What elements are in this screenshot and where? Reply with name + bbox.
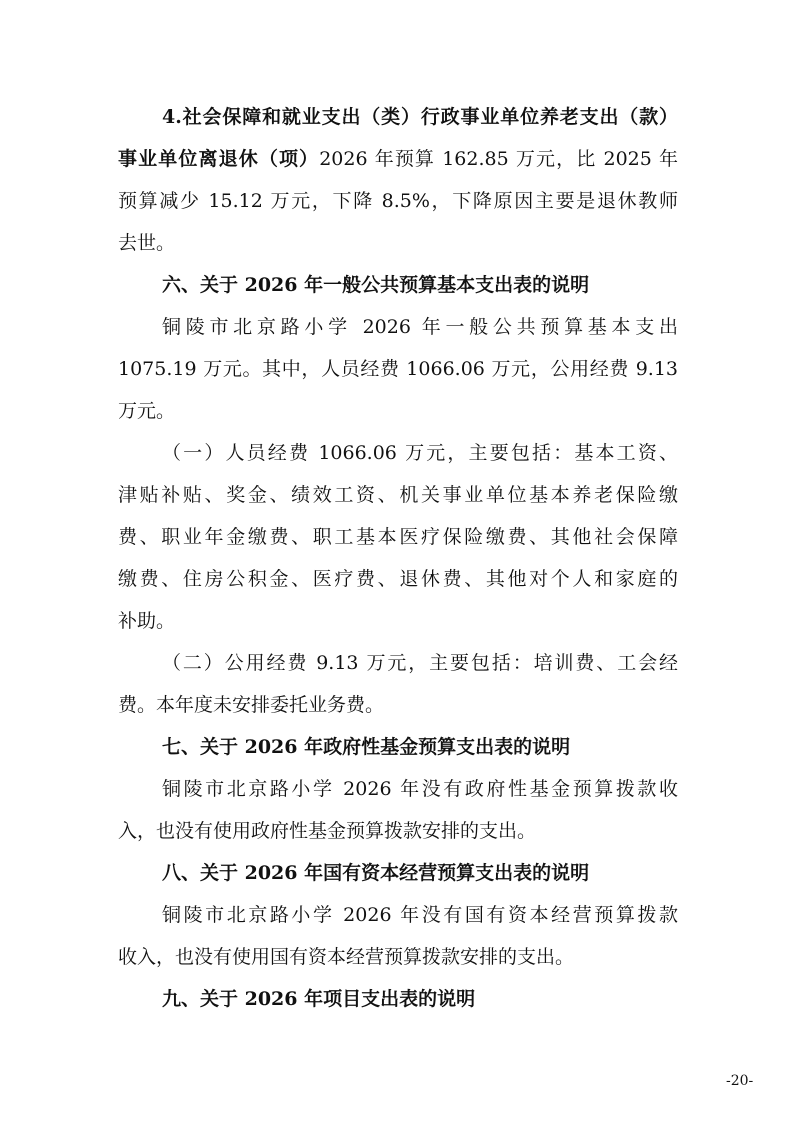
section-9-heading: 九、关于 2026 年项目支出表的说明 <box>162 988 476 1010</box>
personnel-expenses-line: 津贴补贴、奖金、绩效工资、机关事业单位基本养老保险缴 <box>118 484 678 506</box>
public-expenses-line: （二）公用经费 9.13 万元，主要包括：培训费、工会经 <box>162 652 678 674</box>
personnel-expenses-line: 缴费、住房公积金、医疗费、退休费、其他对个人和家庭的 <box>118 568 678 590</box>
personnel-expenses-line: 补助。 <box>118 610 176 632</box>
public-expenses-line: 费。本年度未安排委托业务费。 <box>118 694 385 716</box>
personnel-expenses-line: 费、职业年金缴费、职工基本医疗保险缴费、其他社会保障 <box>118 526 678 548</box>
section-4-body-line: 预算减少 15.12 万元，下降 8.5%，下降原因主要是退休教师 <box>118 190 678 212</box>
section-8-heading: 八、关于 2026 年国有资本经营预算支出表的说明 <box>162 862 590 884</box>
section-6-body-line: 铜陵市北京路小学 2026 年一般公共预算基本支出 <box>162 316 678 338</box>
section-8-body-line: 收入，也没有使用国有资本经营预算拨款安排的支出。 <box>118 946 575 968</box>
section-8-body-line: 铜陵市北京路小学 2026 年没有国有资本经营预算拨款 <box>162 904 678 926</box>
section-7-body-line: 铜陵市北京路小学 2026 年没有政府性基金预算拨款收 <box>162 778 678 800</box>
section-4-budget-text: 2026 年预算 162.85 万元，比 2025 年 <box>319 148 678 170</box>
section-4-heading: 4.社会保障和就业支出（类）行政事业单位养老支出（款） <box>162 106 678 128</box>
section-6-body-line: 万元。 <box>118 400 176 422</box>
section-4-heading-bold-part: 事业单位离退休（项） <box>118 148 320 170</box>
section-7-body-line: 入，也没有使用政府性基金预算拨款安排的支出。 <box>118 820 537 842</box>
section-4-heading-continued <box>118 144 678 174</box>
page-number: -20- <box>726 1073 754 1089</box>
section-6-body-line: 1075.19 万元。其中，人员经费 1066.06 万元，公用经费 9.13 <box>118 358 678 380</box>
section-6-heading: 六、关于 2026 年一般公共预算基本支出表的说明 <box>162 274 590 296</box>
section-4-body-line: 去世。 <box>118 232 176 254</box>
personnel-expenses-line: （一）人员经费 1066.06 万元，主要包括：基本工资、 <box>162 442 678 464</box>
section-7-heading: 七、关于 2026 年政府性基金预算支出表的说明 <box>162 736 571 758</box>
